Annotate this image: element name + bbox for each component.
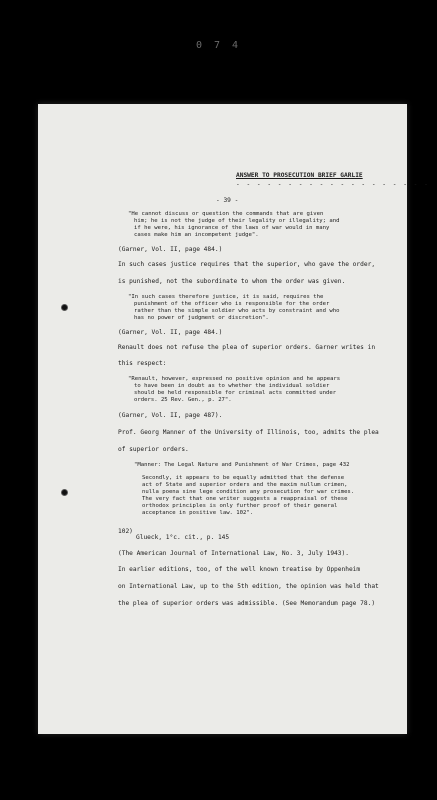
quote-line: cases make him an incompetent judge". bbox=[134, 232, 259, 238]
quote-line: "Manner: The Legal Nature and Punishment of War Crimes, page 432 bbox=[134, 462, 350, 468]
citation: (Garner, Vol. II, page 484.) bbox=[118, 246, 223, 253]
footnote-text: Glueck, 1°c. cit., p. 145 bbox=[136, 534, 230, 541]
quote-line: nulla poena sine lege condition any prosecution for war crimes. bbox=[142, 489, 355, 495]
quote-line: Secondly, it appears to be equally admitted that the defense bbox=[142, 475, 345, 481]
paragraph-line: In earlier editions, too, of the well known treatise by Oppenheim bbox=[118, 566, 361, 573]
paragraph-line: Renault does not refuse the plea of superior orders. Garner writes in bbox=[118, 344, 376, 351]
quote-line: "He cannot discuss or question the commands that are given bbox=[128, 211, 324, 217]
quote-line: rather than the simple soldier who acts by constraint and who bbox=[134, 308, 340, 314]
quote-line: "Renault, however, expressed no positive opinion and he appears bbox=[128, 376, 341, 382]
quote-line: if he were, his ignorance of the laws of war would in many bbox=[134, 225, 330, 231]
document-heading: ANSWER TO PROSECUTION BRIEF GARLIE bbox=[236, 172, 363, 179]
paragraph-line: on International Law, up to the 5th edition, the opinion was held that bbox=[118, 583, 379, 590]
page-number: - 39 - bbox=[216, 197, 239, 204]
paragraph-line: of superior orders. bbox=[118, 446, 189, 453]
paragraph-line: the plea of superior orders was admissible. (See Memorandum page 78.) bbox=[118, 600, 376, 607]
quote-line: has no power of judgment or discretion". bbox=[134, 315, 269, 321]
microfilm-frame-number: 0 7 4 bbox=[195, 40, 242, 51]
heading-dash-rule: - - - - - - - - - - - - - - - - - - - bbox=[236, 181, 430, 188]
quote-line: acceptance in positive law. 102". bbox=[142, 510, 254, 516]
punch-hole-lower bbox=[61, 489, 68, 496]
quote-line: orthodox principles is only further proof of their general bbox=[142, 503, 338, 509]
citation: (The American Journal of International Law, No. 3, July 1943). bbox=[118, 550, 349, 557]
quote-line: should be held responsible for criminal acts committed under bbox=[134, 390, 337, 396]
citation: (Garner, Vol. II, page 487). bbox=[118, 412, 223, 419]
paragraph-line: is punished, not the subordinate to whom the order was given. bbox=[118, 278, 346, 285]
quote-line: to have been in doubt as to whether the individual soldier bbox=[134, 383, 330, 389]
quote-line: "In such cases therefore justice, it is said, requires the bbox=[128, 294, 324, 300]
quote-line: The very fact that one writer suggests a reappraisal of these bbox=[142, 496, 348, 502]
citation: (Garner, Vol. II, page 484.) bbox=[118, 329, 223, 336]
document-page bbox=[38, 104, 430, 734]
paragraph-line: Prof. Georg Manner of the University of Illinois, too, admits the plea bbox=[118, 429, 379, 436]
quote-line: act of State and superior orders and the maxim nullum crimen, bbox=[142, 482, 348, 488]
footnote-number: 102) bbox=[118, 528, 133, 535]
quote-line: punishment of the officer who is responsible for the order bbox=[134, 301, 330, 307]
punch-hole-upper bbox=[61, 304, 68, 311]
quote-line: him; he is not the judge of their legality or illegality; and bbox=[134, 218, 340, 224]
quote-line: orders. 25 Rev. Gen., p. 27". bbox=[134, 397, 232, 403]
paragraph-line: In such cases justice requires that the superior, who gave the order, bbox=[118, 261, 376, 268]
paragraph-line: this respect: bbox=[118, 360, 167, 367]
